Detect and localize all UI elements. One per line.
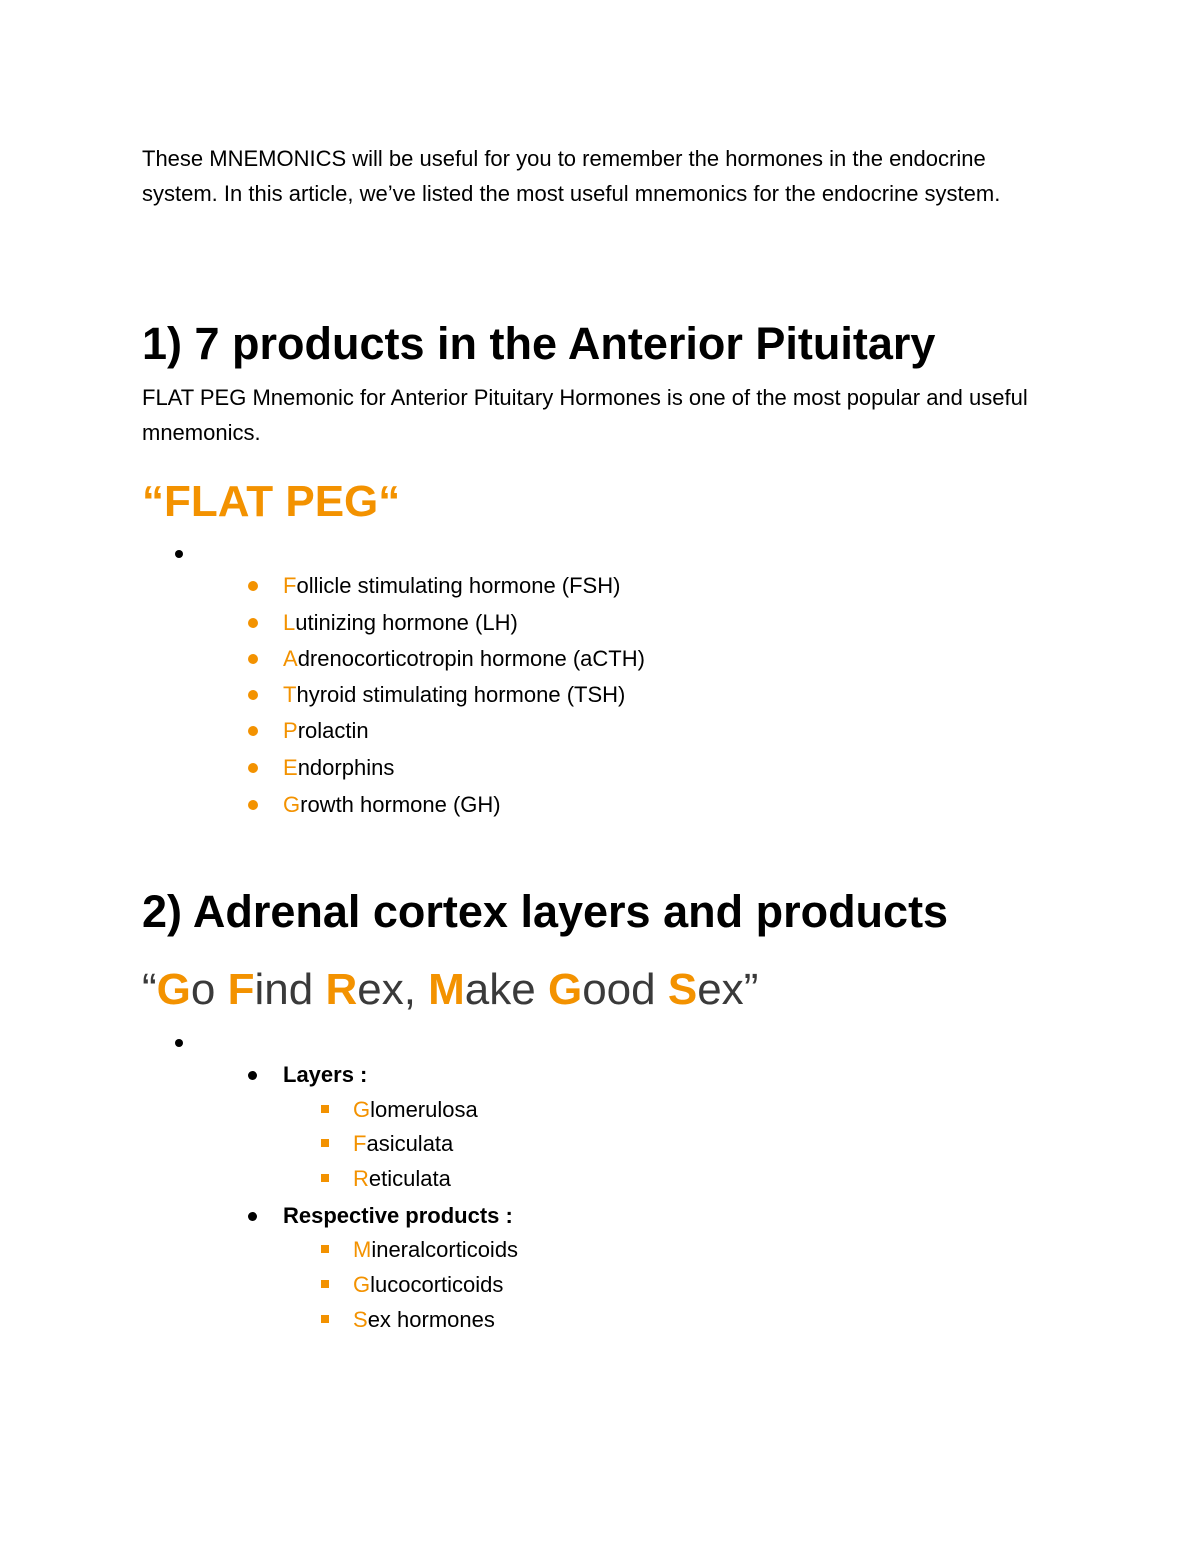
adrenal-mnemonic: “Go Find Rex, Make Good Sex” — [142, 965, 759, 1014]
square-bullet-icon — [321, 1245, 329, 1253]
list-item: Prolactin — [283, 713, 369, 749]
list-item: Glomerulosa — [353, 1092, 478, 1128]
bullet-icon — [248, 726, 258, 736]
square-bullet-icon — [321, 1139, 329, 1147]
list-item: Adrenocorticotropin hormone (aCTH) — [283, 641, 645, 677]
section1-description: FLAT PEG Mnemonic for Anterior Pituitary Hormones is one of the most popular and useful mnemonics. — [142, 385, 1028, 445]
list-item: Fasiculata — [353, 1126, 453, 1162]
section2-heading: 2) Adrenal cortex layers and products — [142, 886, 949, 937]
empty-bullet — [175, 1039, 183, 1047]
list-item: Reticulata — [353, 1161, 451, 1197]
bullet-icon — [248, 763, 258, 773]
square-bullet-icon — [321, 1315, 329, 1323]
list-item: Lutinizing hormone (LH) — [283, 605, 518, 641]
flat-peg-mnemonic: “FLAT PEG“ — [142, 477, 401, 526]
list-item: Follicle stimulating hormone (FSH) — [283, 568, 620, 604]
products-label: Respective products : — [283, 1198, 513, 1234]
list-item: Mineralcorticoids — [353, 1232, 518, 1268]
bullet-icon — [248, 1071, 257, 1080]
section1-heading: 1) 7 products in the Anterior Pituitary — [142, 318, 936, 369]
bullet-icon — [248, 800, 258, 810]
bullet-icon — [248, 690, 258, 700]
list-item: Sex hormones — [353, 1302, 495, 1338]
square-bullet-icon — [321, 1280, 329, 1288]
bullet-icon — [248, 654, 258, 664]
list-item: Thyroid stimulating hormone (TSH) — [283, 677, 625, 713]
intro-paragraph: These MNEMONICS will be useful for you to remember the hormones in the endocrine system. In this article, we’ve listed the most useful mnemonics for the endocrine system. — [142, 146, 1001, 206]
square-bullet-icon — [321, 1174, 329, 1182]
layers-label: Layers : — [283, 1057, 367, 1093]
list-item: Glucocorticoids — [353, 1267, 503, 1303]
bullet-icon — [248, 581, 258, 591]
list-item: Endorphins — [283, 750, 394, 786]
bullet-icon — [248, 618, 258, 628]
square-bullet-icon — [321, 1105, 329, 1113]
list-item: Growth hormone (GH) — [283, 787, 501, 823]
bullet-icon — [248, 1212, 257, 1221]
empty-bullet — [175, 550, 183, 558]
